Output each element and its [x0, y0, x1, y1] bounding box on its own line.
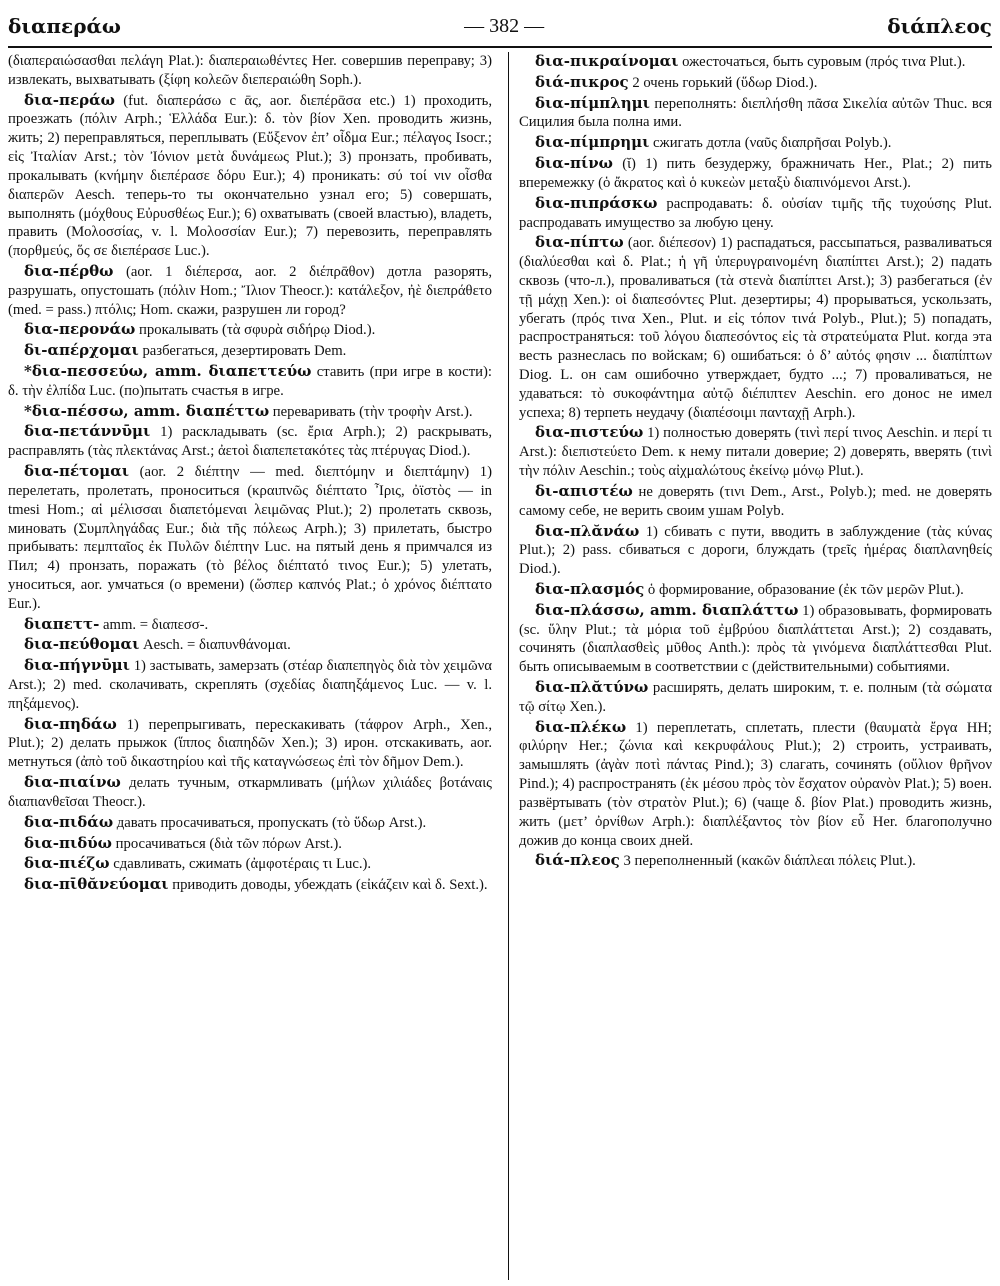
dictionary-entry [8, 422, 492, 461]
dictionary-entry [519, 52, 992, 72]
entry-definition: (fut. διαπεράσω с ᾱς, aor. διεπέρᾱσα etc.) 1) проходить, проезжать (πόλιν Arph.; Ἑλλάδα Eur.): δ. τὸν βίον Xen. проводить жизнь, жить; 2) переправляться, переплывать (Εὔξενον ἐπ’ οἶδμα Eur.; πέλαγος Isocr.; εἰς Ἰταλίαν Arst.; τὸν Ἰόνιον μετὰ δυνάμεως Plut.); 3) пронзать, пробивать, прокалывать (κνήμην διεπέρασε δόρυ Eur.); 4) проникать: σύ τοί νιν οἶσθα διαπερῶν Aesch. теперь-то ты окончательно узнал его; 5) совершать, выполнять (μόχθους Εὐρυσθέως Eur.); 6) охватывать (своей властью), владеть, править (Μολοσσίας, v. l. Μολοσσίαν Eur.); 7) перевозить, переправлять (πορθμεύς, ὅς σε διεπέρασε Luc.). [8, 92, 492, 260]
entry-definition: разбегаться, дезертировать Dem. [142, 343, 347, 360]
entry-headword: διαπεττ- [24, 614, 100, 633]
dictionary-entry [8, 773, 492, 812]
entry-headword: δια-πίνω [535, 154, 613, 173]
entry-headword: δια-πικραίνομαι [535, 52, 679, 70]
entry-definition: (aor. 2 διέπτην — med. διεπτόμην и διεπτάμην) 1) перелетать, пролетать, проноситься (κραιπνῶς διέπτατο Ἶρις, ὀϊστὸς — in tmesi Hom.; αἱ μέλισσαι διαπετόμεναι λειμῶνας Plut.); 2) пролетать сквозь, миновать (Συμπληγάδας Eur.; διὰ τῆς πόλεως Arph.); 3) прилетать, быстро прибывать: πεμπταῖος ἐκ Πυλῶν διέπτην Luc. на пятый день я примчался из Пил; 4) пронзать, поражать (τὸ βέλος διέπτατό τινος Eur.); 5) улетать, уноситься, aor. умчаться (о времени) (ὥσπερ καπνός Plat.; ὁ χρόνος διέπτατο Eur.). [8, 464, 492, 612]
entry-headword: δια-πέρθω [24, 261, 114, 280]
page-header [8, 8, 992, 44]
entry-headword: *δια-πεσσεύω, amm. διαπεττεύω [24, 362, 312, 380]
entry-headword: δια-πιέζω [24, 854, 110, 873]
entry-headword: δια-πιστεύω [535, 423, 644, 442]
entry-headword: δια-πλέκω [535, 717, 627, 736]
entry-headword: δια-πλάσσω, amm. διαπλάττω [535, 600, 799, 619]
entry-definition: переваривать (τὴν τροφὴν Arst.). [272, 403, 473, 420]
entry-definition: 2 очень горький (ὕδωρ Diod.). [632, 74, 818, 91]
header-rule [8, 46, 992, 48]
entry-headword: δια-πίπτω [535, 233, 624, 252]
dictionary-entry [519, 233, 992, 422]
dictionary-entry [8, 262, 492, 319]
dictionary-entry [519, 482, 992, 521]
dictionary-entry [519, 423, 992, 480]
right-guide-word: διάπλεος [887, 14, 992, 38]
entry-headword: *δια-πέσσω, amm. διαπέττω [24, 401, 270, 420]
entry-definition: 1) раскладывать (sc. ἔρια Arph.); 2) раскрывать, расправлять (τὰς πλεκτάνας Arst.; ἀετοὶ διαπεπετακότες τὰς πτέρυγας Diod.). [8, 424, 492, 460]
right-column [508, 52, 992, 1280]
entry-headword: δια-πιαίνω [24, 773, 121, 792]
dictionary-entry [519, 718, 992, 851]
entry-definition: сжигать дотла (ναῦς διαπρῆσαι Polyb.). [653, 135, 892, 152]
dictionary-entry [8, 635, 492, 655]
dictionary-entry [8, 813, 492, 833]
entry-headword: διά-πλεος [535, 851, 620, 870]
entry-definition: (διαπεραιώσασθαι πελάγη Plat.): διαπεραιωθέντες Her. совершив переправу; 3) извлекать, выхватывать (ξίφη κολεῶν διεπεραιώθη Soph.). [8, 53, 492, 88]
dictionary-entry [8, 402, 492, 422]
entry-definition: ставить (при игре в кости): δ. τὴν ἐλπίδα Luc. (по)пытать счастья в игре. [8, 364, 492, 399]
dictionary-entry [519, 678, 992, 717]
dictionary-entry [8, 341, 492, 361]
entry-definition: 1) полностью доверять (τινὶ περί τινος Aeschin. и περί τι Arst.): διεπιστεύετο Dem. к нему питали доверие; 2) доверять, вверять (τινὶ τὴν πόλιν Aeschin.; τοὺς αἰχμαλώτους ἐκείνῳ μόνῳ Plut.). [519, 425, 992, 480]
entry-definition: (ῐ) 1) пить безудержу, бражничать Her., Plat.; 2) пить вперемежку (ὁ ἄκρατος καὶ ὁ κυκεὼν μεταξὺ διαπινόμενοι Arst.). [519, 156, 992, 191]
dictionary-entry [8, 462, 492, 614]
left-column [8, 52, 492, 1280]
entry-headword: δι-απιστέω [535, 481, 633, 500]
entry-definition: просачиваться (διὰ τῶν πόρων Arst.). [115, 835, 342, 852]
entry-headword: δια-πλασμός [535, 579, 645, 598]
entry-headword: δια-πηδάω [24, 714, 117, 733]
entry-headword: δια-πλᾰνάω [535, 521, 640, 540]
dictionary-entry [519, 94, 992, 133]
entry-definition: (aor. διέπεσον) 1) распадаться, рассыпаться, разваливаться (διαλύεσθαι καὶ δ. Plat.; ἡ γῆ ὑπερυγραινομένη διαπίπτει Arst.); 2) падать сквозь (что-л.), проваливаться (τὰ στενὰ διαπίπτει Arst.); 3) разбегаться (ἐν τῇ μάχῃ Xen.): οἱ διαπεσόντες Plut. дезертиры; 4) прорываться, ускользать, убегать (πρός τινα Xen., Plut. и εἰς τόπον τινά Polyb., Plut.); 5) попадать, распространяться: τοῦ λόγου διαπεσόντος εἰς τὰ στρατεύματα Plut. когда эта весть разнеслась по войскам; 6) ошибаться: ὁ δ’ αὐτός φησιν ... διαπίπτων Diog. L. он сам ошибочно утверждает, будто ...; 7) проваливаться, не удаваться: τὸ συκοφάντημα αὐτῷ διέπιπτεν Aeschin. его донос не имел успеха; 8) терпеть неудачу (διαπέσοιμι πανταχῇ Arph.). [519, 235, 992, 421]
entry-definition: 1) образовывать, формировать (sc. ὕλην Plut.; τὰ μόρια τοῦ ἐμβρύου διαπλάττεται Arst.); 2) создавать, сочинять (διαπλασθεὶς μῦθος Anth.): πρὸς τὰ γινόμενα διαπλάττεσθαι Plut. быть описываемым в соответствии с (действительными) событиями. [519, 602, 992, 676]
entry-definition: amm. = διαπεσσ-. [103, 616, 209, 633]
entry-headword: δια-πήγνῡμι [24, 656, 130, 675]
entry-headword: δια-περάω [24, 90, 115, 109]
dictionary-entry [519, 194, 992, 233]
dictionary-entry [8, 320, 492, 340]
entry-definition: расширять, делать широким, т. е. полным (τὰ σώματα τῷ σίτῳ Xen.). [519, 680, 992, 715]
entry-headword: δια-πῑθᾰνεύομαι [24, 875, 169, 894]
entry-headword: δια-περονάω [24, 320, 136, 339]
entry-definition: приводить доводы, убеждать (εἰκάζειν καὶ δ. Sext.). [172, 877, 488, 894]
entry-definition: делать тучным, откармливать (μήλων χιλιάδες βοτάναις διαπιανθεῖσαι Theocr.). [8, 775, 492, 810]
entry-headword: δια-πίμπλημι [535, 93, 650, 112]
entry-headword: δια-πλᾰτύνω [535, 678, 649, 696]
entry-definition: не доверять (τινι Dem., Arst., Polyb.); med. не доверять самому себе, не верить своим ушам Polyb. [519, 483, 992, 519]
entry-headword: δια-πετάννῡμι [24, 422, 151, 441]
dictionary-entry [519, 580, 992, 600]
dictionary-entry [8, 91, 492, 261]
dictionary-entry [519, 522, 992, 579]
dictionary-entry [8, 854, 492, 874]
entry-headword: δια-πιδύω [24, 833, 112, 852]
entry-definition: (aor. 1 διέπερσα, aor. 2 διέπρᾱθον) дотла разорять, разрушать, опустошать (πόλιν Hom.; Ἴλιον Theocr.): κατάλεξον, ἠὲ διεπράθετο (med. = pass.) πτόλις; Hom. скажи, разрушен ли город? [8, 263, 492, 318]
left-guide-word: διαπεράω [8, 14, 121, 38]
page-number: — 382 — [464, 14, 545, 37]
entry-definition: 1) застывать, замерзать (στέαρ διαπεπηγὸς διὰ τὸν χειμῶνα Arst.); 2) med. сколачивать, скреплять (σχεδίας διαπηξάμενος Luc. — v. l. πηξάμενος). [8, 658, 492, 712]
entry-definition: переполнять: διεπλήσθη πᾶσα Σικελία αὐτῶν Thuc. вся Сицилия была полна ими. [519, 95, 992, 131]
entry-definition: 3 переполненный (κακῶν διάπλεαι πόλεις Plut.). [623, 853, 916, 870]
entry-definition: сдавливать, сжимать (ἀμφοτέραις τι Luc.). [113, 856, 372, 873]
dictionary-entry [519, 851, 992, 871]
dictionary-columns [8, 52, 992, 1280]
dictionary-entry [8, 52, 492, 90]
entry-headword: διά-πικρος [535, 72, 629, 91]
entry-headword: δια-πιπράσκω [535, 193, 658, 212]
dictionary-entry [519, 601, 992, 677]
entry-headword: δι-απέρχομαι [24, 341, 139, 360]
dictionary-entry [519, 133, 992, 153]
dictionary-entry [8, 656, 492, 713]
entry-headword: δια-πιδάω [24, 812, 114, 831]
entry-definition: давать просачиваться, пропускать (τὸ ὕδωρ Arst.). [116, 814, 427, 831]
entry-definition: ожесточаться, быть суровым (πρός τινα Plut.). [682, 54, 966, 70]
entry-definition: 1) переплетать, сплетать, плести (θαυματὰ ἔργα HH; φιλύρην Her.; ζώνια καὶ κεκρυφάλους Plut.); 2) строить, устраивать, замышлять (ἀγὰν ποτὶ πάντας Pind.); 3) слагать, сочинять (οὔλιον θρῆνον Pind.); 4) распространять (ἐκ μέσου πρὸς τὸν ἔσχατον οὐρανὸν Plat.); 5) воен. развёртывать (τὸν στρατὸν Plut.); 6) (чаще δ. βίον Plat.) проводить жизнь, жить (μετ’ ὀρνίθων Arph.): διαπλέξαντος τὸν βίον εὖ Her. благополучно дожив до конца своих дней. [519, 719, 992, 849]
entry-definition: 1) сбивать с пути, вводить в заблуждение (τὰς κύνας Plut.); 2) pass. сбиваться с дороги, блуждать (τρεῖς ἡμέρας διαπλανηθείς Diod.). [519, 523, 992, 578]
entry-definition: прокалывать (τὰ σφυρὰ σιδήρῳ Diod.). [139, 322, 376, 339]
entry-definition: 1) перепрыгивать, перескакивать (τάφρον Arph., Xen., Plut.); 2) делать прыжок (ἵππος διαπηδῶν Xen.); 3) ирон. отскакивать, aor. метнуться (ἀπὸ τοῦ δικαστηρίου καὶ τῆς καταγνώσεως ἐπὶ τὸν δῆμον Dem.). [8, 716, 492, 771]
entry-definition: распродавать: δ. οὐσίαν τιμῆς τῆς τυχούσης Plut. распродавать имущество за любую цену. [519, 195, 992, 231]
entry-definition: ὁ формирование, образование (ἐκ τῶν μερῶν Plut.). [647, 581, 964, 598]
entry-headword: δια-πίμπρημι [535, 133, 650, 152]
dictionary-entry [8, 715, 492, 772]
dictionary-entry [8, 875, 492, 895]
entry-definition: Aesch. = διαπυνθάνομαι. [143, 637, 291, 654]
dictionary-entry [8, 615, 492, 635]
entry-headword: δια-πέτομαι [24, 462, 130, 481]
dictionary-entry [8, 362, 492, 401]
dictionary-entry [519, 154, 992, 193]
entry-headword: δια-πεύθομαι [24, 635, 140, 654]
dictionary-entry [519, 73, 992, 93]
dictionary-entry [8, 834, 492, 854]
